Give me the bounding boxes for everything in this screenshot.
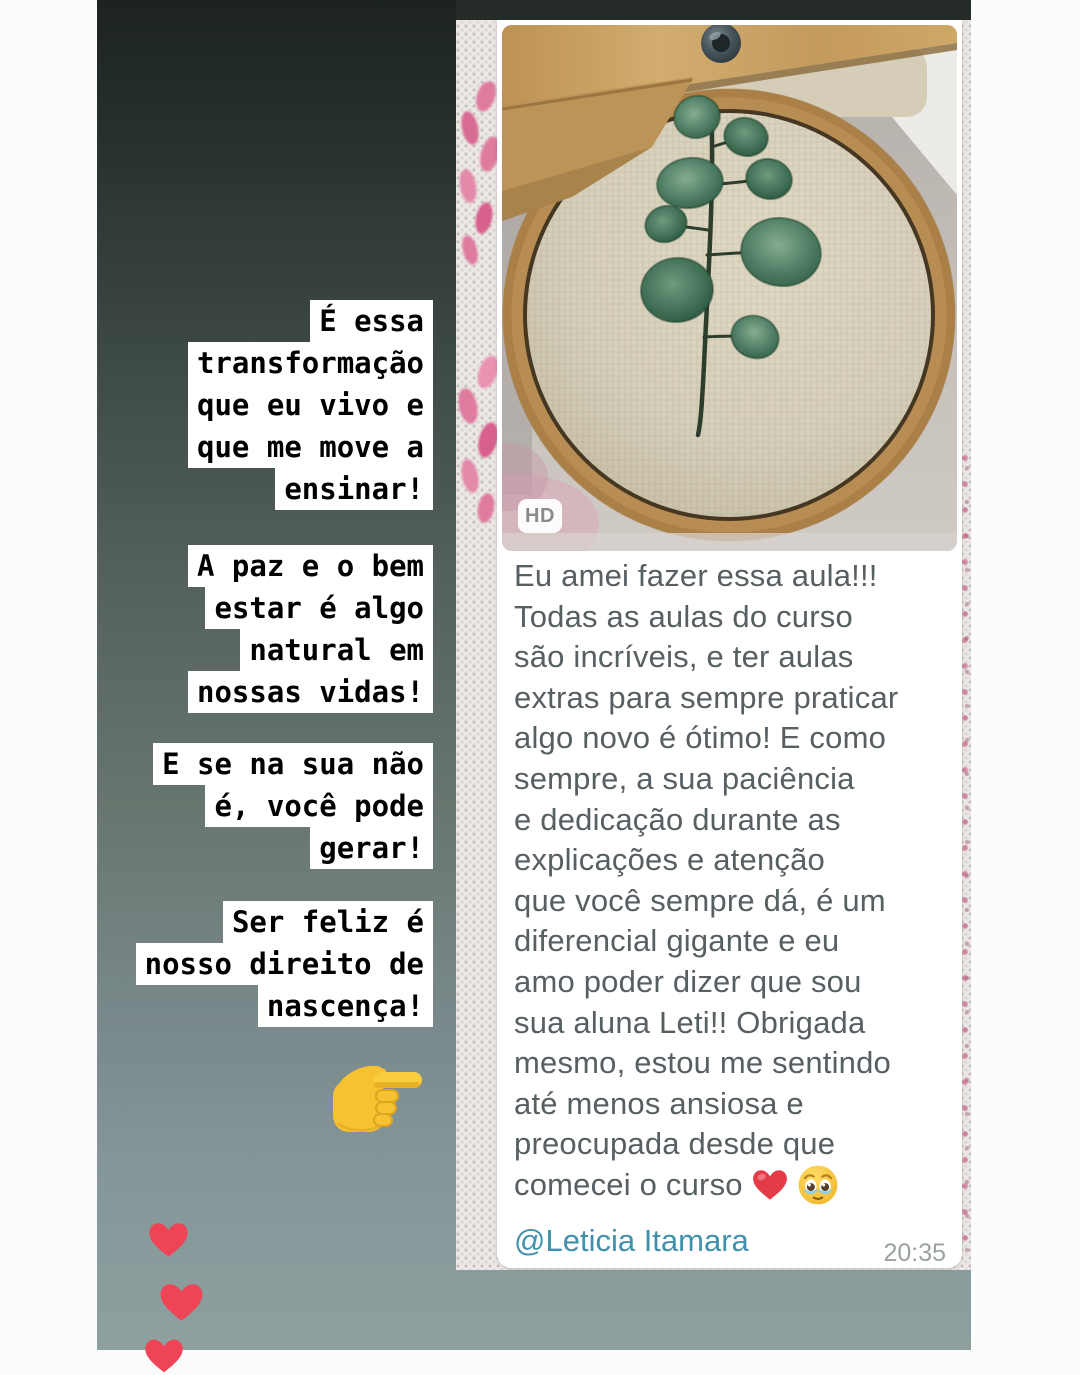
phone-status-bar [456, 0, 971, 20]
message-line: explicações e atenção [514, 842, 825, 878]
message-line: comecei o curso [514, 1166, 743, 1202]
message-line: que você sempre dá, é um [514, 882, 886, 918]
story-line: É essa [310, 300, 433, 342]
story-line: gerar! [310, 827, 433, 869]
story-line: ensinar! [275, 468, 433, 510]
story-line: Ser feliz é [223, 901, 433, 943]
message-line: e dedicação durante as [514, 801, 841, 837]
heart-icon [158, 1281, 205, 1324]
left-margin [0, 0, 97, 1350]
message-timestamp: 20:35 [883, 1239, 946, 1267]
embroidery-hoop-eucalyptus-painting [502, 25, 957, 551]
hd-badge-label: HD [525, 504, 555, 527]
message-line: diferencial gigante e eu [514, 923, 840, 959]
red-heart-icon [751, 1168, 789, 1202]
story-line: que eu vivo e [188, 384, 433, 426]
message-line: Eu amei fazer essa aula!!! [514, 558, 878, 593]
story-line: nascença! [258, 985, 433, 1027]
whatsapp-screenshot [456, 0, 971, 1270]
hd-quality-badge [518, 499, 562, 533]
story-text-block-2 [188, 545, 433, 713]
story-line: transformação [188, 342, 433, 384]
message-line: sempre, a sua paciência [514, 760, 855, 796]
message-line: são incríveis, e ter aulas [514, 639, 854, 675]
story-line: estar é algo [205, 587, 433, 629]
heart-icon [147, 1220, 190, 1260]
right-margin [971, 0, 1080, 1350]
message-line: preocupada desde que [514, 1126, 836, 1162]
story-line: natural em [240, 629, 433, 671]
story-line: nossas vidas! [188, 671, 433, 713]
face-holding-back-tears-icon [797, 1164, 839, 1206]
message-line: amo poder dizer que sou [514, 963, 862, 999]
message-bubble [497, 20, 962, 1268]
story-line: E se na sua não [153, 743, 433, 785]
story-line: é, você pode [205, 785, 433, 827]
message-text [514, 556, 950, 1206]
message-line: mesmo, estou me sentindo [514, 1045, 891, 1081]
story-line: nosso direito de [136, 943, 433, 985]
story-text-block-3 [153, 743, 433, 869]
message-line: Todas as aulas do curso [514, 598, 853, 634]
heart-icon [143, 1337, 185, 1375]
message-line: extras para sempre praticar [514, 679, 899, 715]
message-line: até menos ansiosa e [514, 1085, 804, 1121]
mention-link[interactable]: @Leticia Itamara [514, 1223, 749, 1258]
story-text-block-4 [136, 901, 433, 1027]
story-line: que me move a [188, 426, 433, 468]
pointing-finger-icon [330, 1056, 424, 1136]
story-text-block-1 [188, 300, 433, 510]
message-line: sua aluna Leti!! Obrigada [514, 1004, 866, 1040]
message-line: algo novo é ótimo! E como [514, 720, 887, 756]
message-line-with-emojis [514, 1165, 950, 1206]
wallpaper-pink-speckles [961, 450, 971, 1260]
embroidery-photo [502, 25, 957, 551]
story-line: A paz e o bem [188, 545, 433, 587]
